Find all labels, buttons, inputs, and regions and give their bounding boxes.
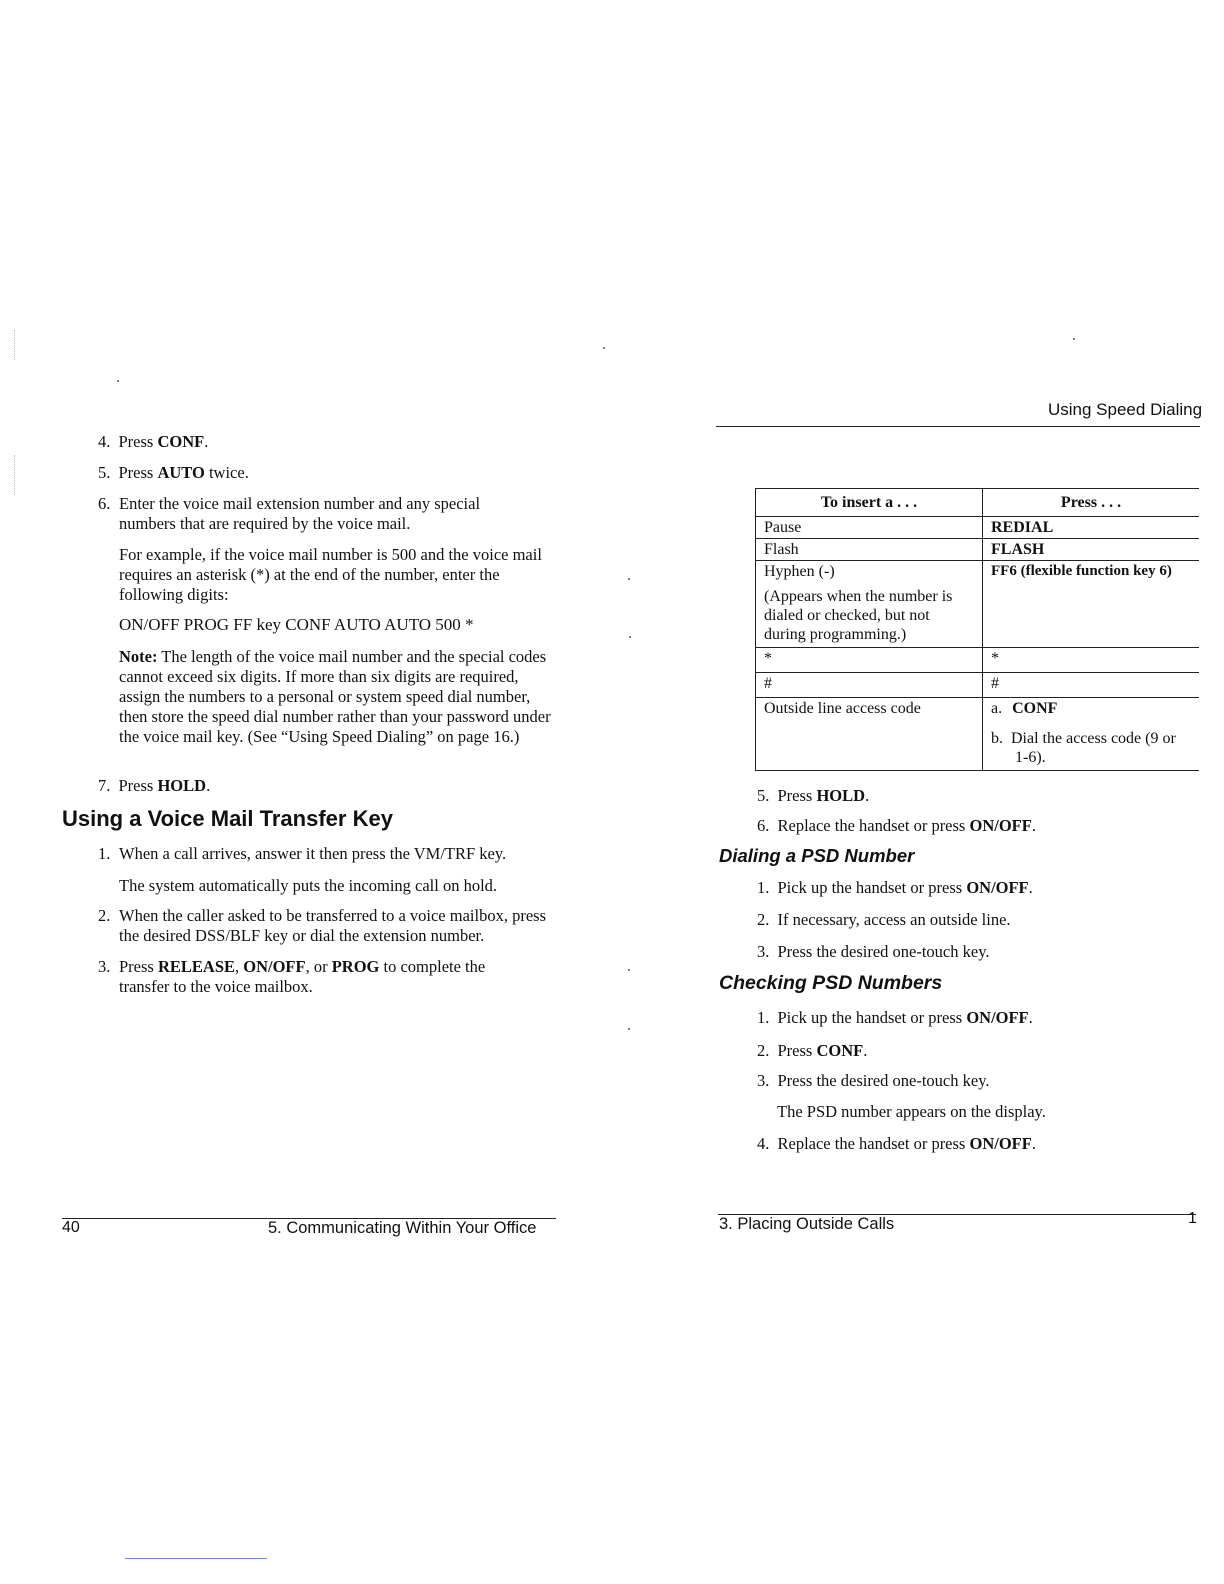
table-row [756,648,1200,673]
note-text: The length of the voice mail number and the special codes cannot exceed six digits. If more than six digits are required, assign the numbers to a personal or system speed dial number, then store the speed dial number rather than your password under the voice mail key. (See “Using Speed Dialing” on page 16.) [119,647,551,746]
key-name: CONF [816,1041,864,1060]
step-6 [98,494,538,534]
step-text: When the caller asked to be transferred to a voice mailbox, press the desired DSS/BLF key or dial the extension number. [119,906,546,945]
step-text: Press [777,786,817,805]
dial-step-2 [757,910,1011,930]
key-name: AUTO [157,463,205,482]
step-6 [757,816,1036,836]
cell-step-label: a. [991,700,1003,717]
key-name: ON/OFF [966,1008,1029,1027]
footer-page-number: 1 [1188,1210,1197,1227]
step-number: 6. [98,494,111,513]
step-number: 2. [757,910,770,929]
section-heading: Using a Voice Mail Transfer Key [62,806,393,831]
step-number: 5. [98,463,111,482]
note-paragraph [119,647,554,747]
check-step-1 [757,1008,1033,1028]
footer-chapter-title: 3. Placing Outside Calls [719,1215,895,1233]
step-text-end: . [1031,816,1036,835]
step-number: 4. [98,432,111,451]
table-cell: FLASH [983,539,1200,561]
scan-margin-mark [14,330,16,360]
step-text-start: Press [119,957,158,976]
column-header: Press . . . [983,489,1200,517]
cell-note: (Appears when the number is dialed or checked, but not during programming.) [764,588,953,643]
step-5 [757,786,869,806]
step-text: Replace the handset or press [777,1134,970,1153]
dialing-heading: Dialing a PSD Number [719,845,915,866]
step-text: When a call arrives, answer it then press the VM/TRF key. [119,844,507,863]
step-text: Press the desired one-touch key. [777,1071,990,1090]
separator: , [235,957,244,976]
key-name: ON/OFF [966,878,1029,897]
scan-speck [1073,338,1075,340]
scan-speck [628,1028,630,1030]
step-number: 1. [757,1008,770,1027]
running-header: Using Speed Dialing [1048,400,1203,419]
step-text-end: . [865,786,870,805]
transfer-step-2 [98,906,558,946]
table-row [756,539,1200,561]
check-step-4 [757,1134,1036,1154]
scan-speck [629,636,631,638]
cell-step-text: Dial the access code (9 or 1-6). [1011,730,1176,766]
psd-note: The PSD number appears on the display. [777,1102,1046,1121]
step-text [119,957,538,997]
dial-step-3 [757,942,990,962]
key-name: CONF [157,432,205,451]
step-4 [98,432,208,452]
step-text-end: twice. [204,463,249,482]
table-cell [756,561,983,648]
table-cell: * [983,648,1200,673]
footer-page-number: 40 [62,1219,80,1236]
step-text-end: . [206,776,211,795]
table-header-row [756,489,1200,517]
table-cell: Pause [756,517,983,539]
cell-step-b [991,729,1191,769]
table-cell: Flash [756,539,983,561]
table-cell: REDIAL [983,517,1200,539]
dial-step-1 [757,878,1033,898]
key-name: ON/OFF [969,816,1032,835]
step-number: 7. [98,776,111,795]
scan-speck [603,347,605,349]
table-cell [983,698,1200,771]
hold-note: The system automatically puts the incoming call on hold. [119,876,498,895]
column-header: To insert a . . . [756,489,983,517]
transfer-step-3 [98,957,538,997]
step-number: 2. [98,906,111,925]
step-text: Pick up the handset or press [777,878,967,897]
checking-heading: Checking PSD Numbers [719,972,943,994]
step-number: 3. [757,1071,770,1090]
scan-speck [117,380,119,382]
table-cell: * [756,648,983,673]
table-row [756,561,1200,648]
digit-sequence: ON/OFF PROG FF key CONF AUTO AUTO 500 * [119,615,474,634]
step-text: Press [118,432,158,451]
key-name: CONF [1012,700,1058,717]
step-text-end: . [1028,878,1033,897]
scan-margin-mark [14,455,16,495]
transfer-step-1 [98,844,548,864]
step-number: 2. [757,1041,770,1060]
table-cell: # [983,673,1200,698]
scan-edge-line [125,1558,267,1559]
key-name: HOLD [157,776,207,795]
step-number: 6. [757,816,770,835]
step-number: 4. [757,1134,770,1153]
cell-step-a [991,699,1191,718]
key-name: ON/OFF [969,1134,1032,1153]
step-text: Press [777,1041,817,1060]
key-name: HOLD [816,786,866,805]
step-text: Enter the voice mail extension number and any special numbers that are required by the voice mail. [119,494,481,533]
step-text-end: . [1028,1008,1033,1027]
step-text: If necessary, access an outside line. [777,910,1011,929]
key-name: RELEASE [157,957,235,976]
header-rule [716,426,1200,427]
footer-chapter-title: 5. Communicating Within Your Office [268,1219,537,1237]
step-text-end: . [1031,1134,1036,1153]
step-text-end: to complete the transfer to the voice mailbox. [119,957,486,996]
note-label: Note: [119,647,158,666]
scan-speck [628,969,630,971]
cell-step-label: b. [991,730,1003,747]
step-text-end: . [204,432,209,451]
step-text: Replace the handset or press [777,816,970,835]
example-paragraph: For example, if the voice mail number is 500 and the voice mail requires an asterisk (*) at the end of the number, enter the following digits: [119,545,542,604]
key-name: PROG [331,957,380,976]
table-row [756,517,1200,539]
step-number: 1. [757,878,770,897]
table-row [756,698,1200,771]
step-number: 3. [757,942,770,961]
table-row [756,673,1200,698]
step-5 [98,463,249,483]
table-cell: # [756,673,983,698]
step-number: 3. [98,957,111,976]
step-text: Pick up the handset or press [777,1008,967,1027]
check-step-3 [757,1071,990,1091]
table-cell: FF6 (flexible function key 6) [983,561,1200,648]
scan-speck [628,578,630,580]
step-number: 5. [757,786,770,805]
check-step-2 [757,1041,867,1061]
step-number: 1. [98,844,111,863]
step-text: Press [118,776,158,795]
step-text: Press the desired one-touch key. [777,942,990,961]
step-7 [98,776,210,796]
table-cell: Outside line access code [756,698,983,771]
step-text-end: . [863,1041,868,1060]
separator: , or [305,957,332,976]
cell-text: Hyphen (-) [764,563,835,580]
step-text: Press [118,463,158,482]
insert-table [755,488,1199,771]
key-name: ON/OFF [243,957,306,976]
